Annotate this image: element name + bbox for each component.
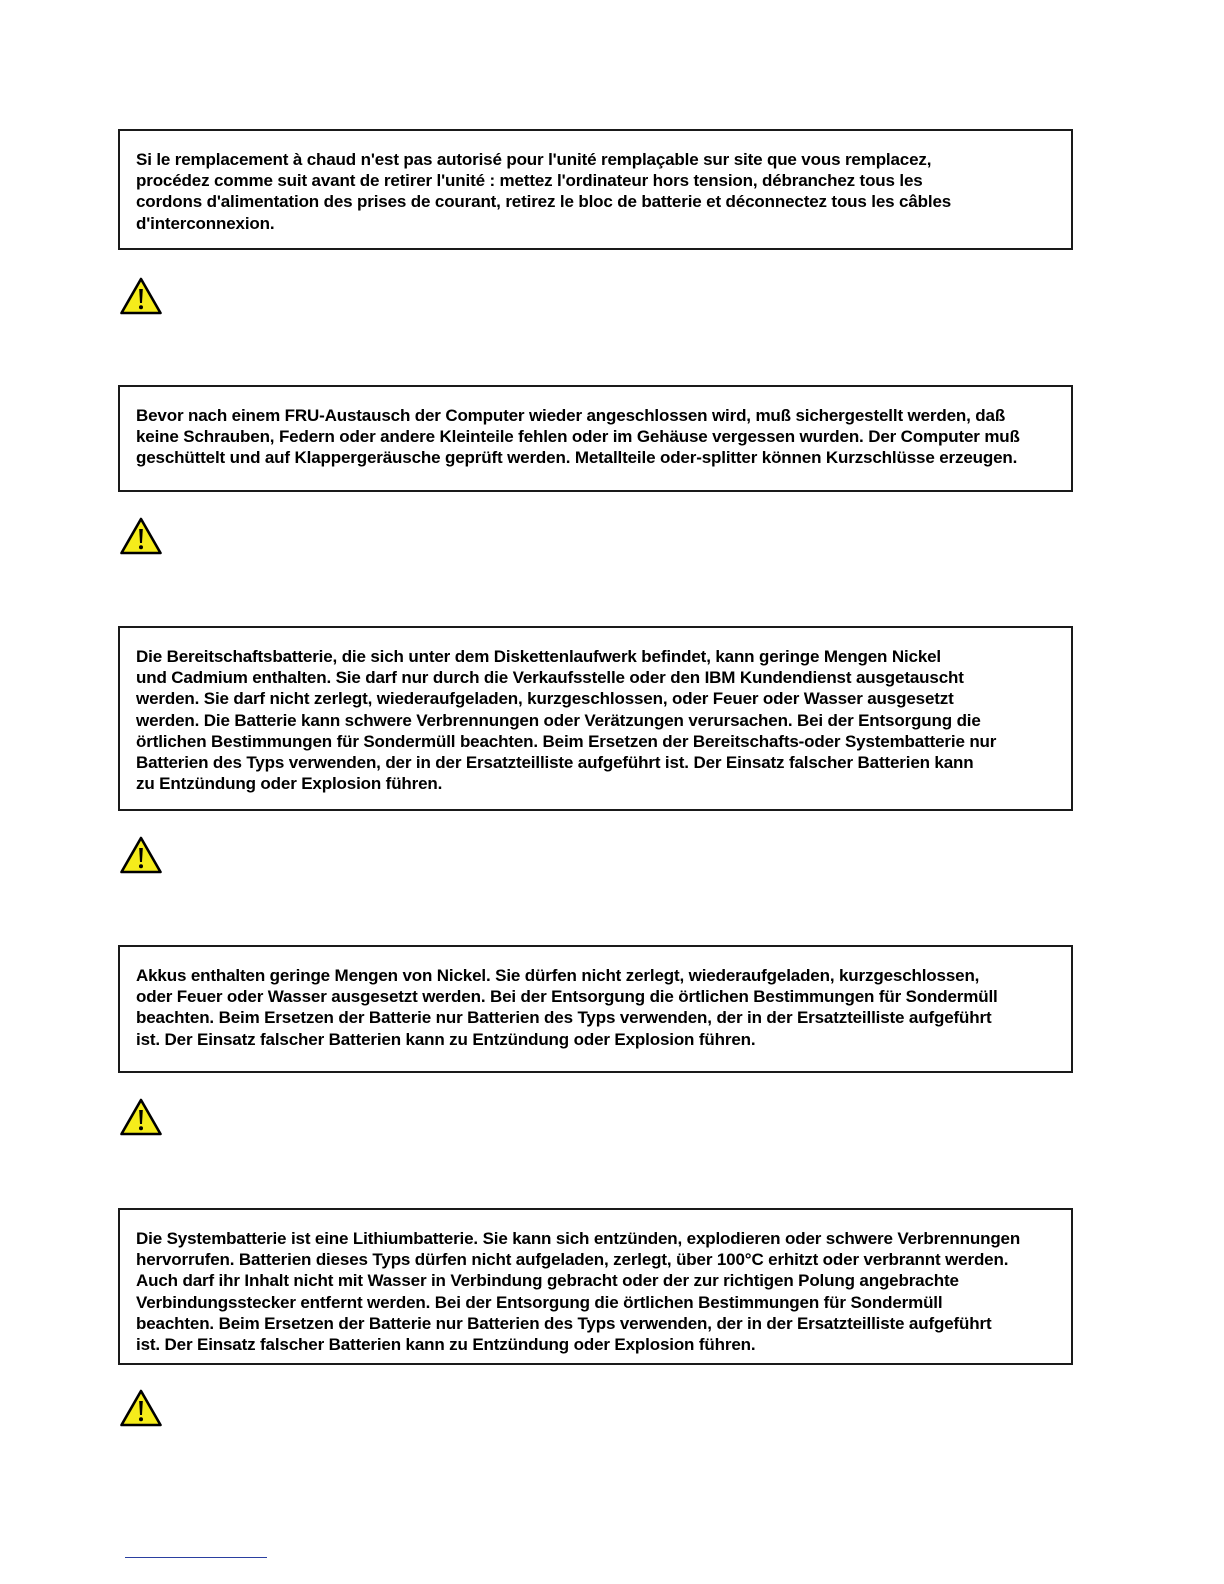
notice-text: Die Bereitschaftsbatterie, die sich unter dem Diskettenlaufwerk befindet, kann geringe Mengen Nickel und Cadmium enthalten. Sie darf nur durch die Verkaufsstelle oder den IBM Kundendienst ausgetauscht werden. Sie darf nicht zerlegt, wiederaufgeladen, kurzgeschlossen, oder Feuer oder Wasser ausgesetzt werden. Die Batterie kann schwere Verbrennungen oder Verätzungen verursachen. Bei der Entsorgung die örtlichen Bestimmungen für Sondermüll beachten. Beim Ersetzen der Bereitschafts-oder Systembatterie nur Batterien des Typs verwenden, der in der Ersatzteilliste aufgeführt ist. Der Einsatz falscher Batterien kann zu Entzündung oder Explosion führen. xyxy=(136,647,997,794)
warning-triangle-icon xyxy=(119,835,163,875)
warning-triangle-icon xyxy=(119,1388,163,1428)
notice-box-standby-battery-de xyxy=(118,626,1073,811)
warning-triangle-icon xyxy=(119,276,163,316)
notice-box-hot-swap-fr xyxy=(118,129,1073,250)
warning-triangle-icon xyxy=(119,1097,163,1137)
notice-box-fru-reconnect-de xyxy=(118,385,1073,492)
notice-text: Bevor nach einem FRU-Austausch der Computer wieder angeschlossen wird, muß sichergestellt werden, daß keine Schrauben, Federn oder andere Kleinteile fehlen oder im Gehäuse vergessen wurden. Der Computer muß geschüttelt und auf Klappergeräusche geprüft werden. Metallteile oder-splitter können Kurzschlüsse erzeugen. xyxy=(136,406,1020,468)
footer-divider xyxy=(125,1557,267,1558)
warning-triangle-icon xyxy=(119,516,163,556)
notice-box-nickel-battery-de xyxy=(118,945,1073,1073)
notice-text: Akkus enthalten geringe Mengen von Nickel. Sie dürfen nicht zerlegt, wiederaufgeladen, kurzgeschlossen, oder Feuer oder Wasser ausgesetzt werden. Bei der Entsorgung die örtlichen Bestimmungen für Sondermüll beachten. Beim Ersetzen der Batterie nur Batterien des Typs verwenden, der in der Ersatzteilliste aufgeführt ist. Der Einsatz falscher Batterien kann zu Entzündung oder Explosion führen. xyxy=(136,966,998,1049)
notice-box-lithium-battery-de xyxy=(118,1208,1073,1365)
notice-text: Si le remplacement à chaud n'est pas autorisé pour l'unité remplaçable sur site que vous remplacez, procédez comme suit avant de retirer l'unité : mettez l'ordinateur hors tension, débranchez tous les cordons d'alimentation des prises de courant, retirez le bloc de batterie et déconnectez tous les câbles d'interconnexion. xyxy=(136,150,952,233)
notice-text: Die Systembatterie ist eine Lithiumbatterie. Sie kann sich entzünden, explodieren oder schwere Verbrennungen hervorrufen. Batterien dieses Typs dürfen nicht aufgeladen, zerlegt, über 100°C erhitzt oder verbrannt werden. Auch darf ihr Inhalt nicht mit Wasser in Verbindung gebracht oder der zur richtigen Polung angebrachte Verbindungsstecker entfernt werden. Bei der Entsorgung die örtlichen Bestimmungen für Sondermüll beachten. Beim Ersetzen der Batterie nur Batterien des Typs verwenden, der in der Ersatzteilliste aufgeführt ist. Der Einsatz falscher Batterien kann zu Entzündung oder Explosion führen. xyxy=(136,1229,1021,1355)
